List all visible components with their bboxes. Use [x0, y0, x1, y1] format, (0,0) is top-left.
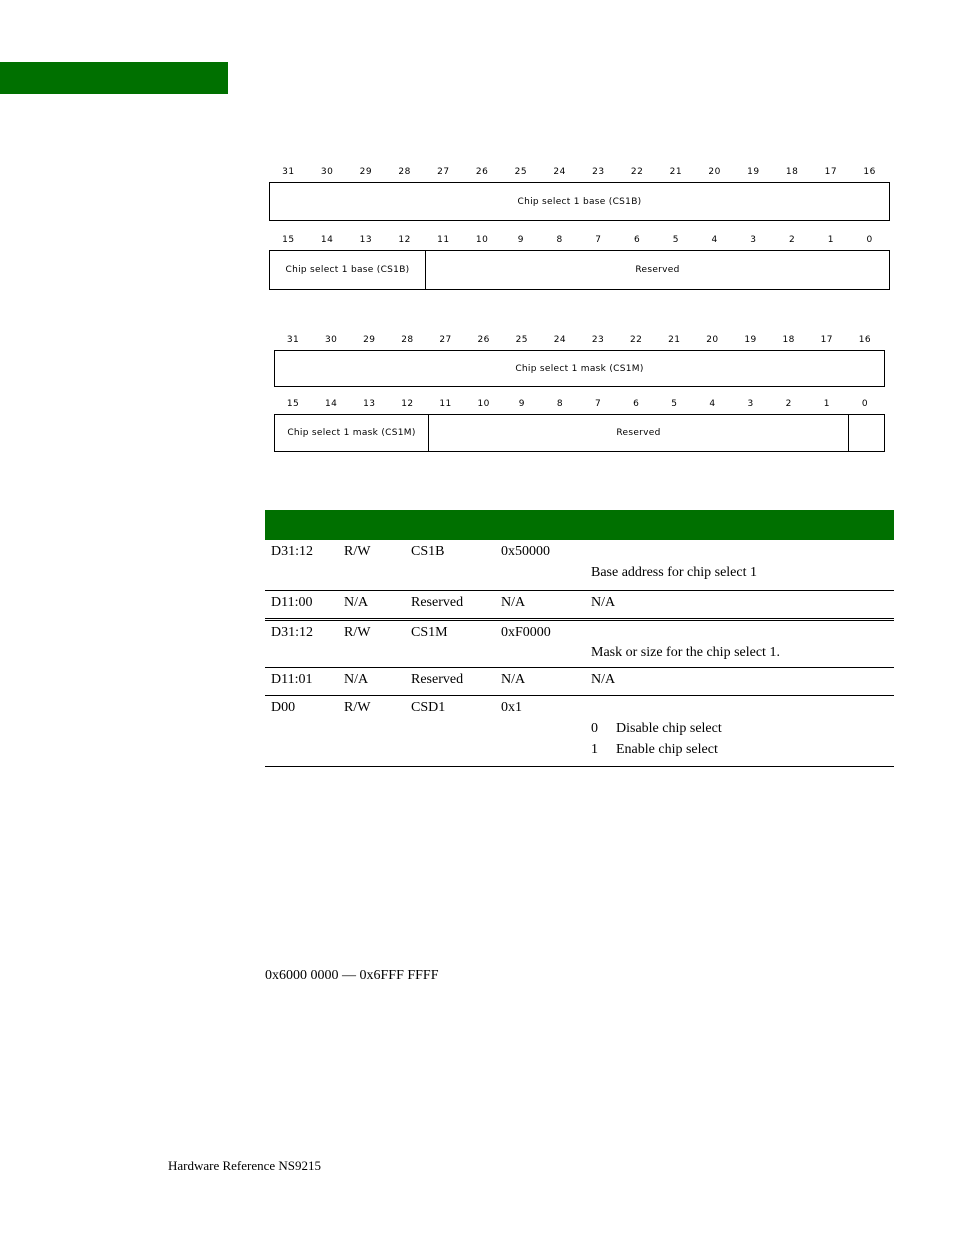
table-header	[265, 510, 894, 540]
field-csd1	[848, 415, 884, 451]
mnemonic-cell: Reserved	[411, 672, 464, 687]
description-item	[591, 721, 722, 737]
bit-number: 24	[553, 335, 567, 345]
bit-number: 12	[401, 399, 414, 409]
field-reserved: Reserved	[425, 251, 889, 289]
reset-cell: N/A	[501, 595, 526, 610]
bit-number: 4	[711, 235, 718, 245]
bit-number: 10	[475, 235, 489, 245]
bit-number: 31	[286, 335, 300, 345]
bit-number: 15	[282, 235, 295, 245]
bits-cell: D00	[271, 700, 296, 715]
bit-number: 17	[820, 335, 834, 345]
bit-number: 20	[708, 167, 721, 177]
bit-number: 29	[363, 335, 376, 345]
bit-number: 30	[324, 335, 338, 345]
reset-cell: 0x50000	[501, 544, 550, 559]
mnemonic-cell: Reserved	[411, 595, 464, 610]
table-row	[265, 668, 894, 696]
bit-number: 18	[782, 335, 795, 345]
bit-number: 26	[477, 335, 490, 345]
bit-number: 5	[671, 399, 678, 409]
bit-number: 3	[750, 235, 757, 245]
mnemonic-cell: CSD1	[411, 700, 446, 715]
field-cs1b-upper: Chip select 1 base (CS1B)	[517, 196, 642, 207]
bit-number: 12	[398, 235, 411, 245]
bit-number: 4	[709, 399, 716, 409]
bit-numbers-mask-upper	[274, 335, 884, 347]
bit-number: 11	[437, 235, 450, 245]
bit-number: 15	[286, 399, 300, 409]
bit-number: 29	[359, 167, 373, 177]
bit-number: 1	[827, 235, 834, 245]
bit-number: 9	[517, 235, 524, 245]
access-cell: N/A	[344, 595, 369, 610]
bit-number: 2	[789, 235, 796, 245]
bit-number: 7	[594, 399, 602, 409]
bit-number: 6	[634, 235, 641, 245]
description-item	[591, 742, 718, 758]
field-cs1m-lower: Chip select 1 mask (CS1M)	[287, 428, 416, 438]
access-cell: R/W	[344, 700, 371, 715]
access-cell: N/A	[344, 672, 369, 687]
value-text: Disable chip select	[616, 721, 722, 736]
bit-number: 16	[858, 335, 872, 345]
bit-number: 25	[515, 335, 529, 345]
bit-number: 20	[706, 335, 719, 345]
bit-number: 26	[475, 167, 489, 177]
footer-text: Hardware Reference NS9215	[168, 1158, 322, 1173]
value-number: 1	[591, 742, 598, 757]
access-cell: R/W	[344, 544, 371, 559]
bit-number: 0	[861, 399, 869, 409]
bit-number: 31	[282, 167, 295, 177]
field-reserved: Reserved	[428, 415, 848, 451]
bit-number: 30	[320, 167, 334, 177]
bit-number: 9	[518, 399, 525, 409]
field-cs1b-lower: Chip select 1 base (CS1B)	[285, 265, 410, 275]
bit-number: 19	[744, 335, 757, 345]
bit-number: 6	[633, 399, 640, 409]
bit-number: 1	[823, 399, 830, 409]
field-table	[265, 510, 894, 767]
bit-number: 5	[672, 235, 679, 245]
bit-numbers-base-upper	[269, 167, 889, 179]
bit-number: 24	[553, 167, 566, 177]
bit-numbers-mask-lower	[274, 399, 884, 411]
value-text: Enable chip select	[616, 742, 718, 757]
table-row	[265, 621, 894, 668]
bits-cell: D11:01	[271, 672, 313, 687]
value-number: 0	[591, 721, 598, 736]
description-cell: N/A	[591, 672, 616, 687]
bit-number: 7	[595, 235, 602, 245]
bit-number: 3	[747, 399, 754, 409]
description-cell: N/A	[591, 595, 616, 610]
chapter-tab	[0, 62, 228, 94]
bit-number: 19	[747, 167, 760, 177]
bit-number: 13	[359, 235, 373, 245]
reset-cell: 0xF0000	[501, 625, 551, 640]
reset-cell: N/A	[501, 672, 526, 687]
bit-number: 23	[592, 167, 605, 177]
bit-number: 18	[785, 167, 799, 177]
bit-number: 22	[629, 335, 643, 345]
register-mask-lower	[274, 414, 885, 452]
bit-number: 28	[398, 167, 411, 177]
bit-number: 0	[866, 235, 873, 245]
access-cell: R/W	[344, 625, 371, 640]
bits-cell: D11:00	[271, 595, 313, 610]
bit-number: 22	[630, 167, 644, 177]
table-row	[265, 540, 894, 591]
bit-number: 21	[669, 167, 683, 177]
address-range: 0x6000 0000 — 0x6FFF FFFF	[265, 968, 439, 983]
description-cell: Mask or size for the chip select 1.	[591, 645, 780, 660]
bit-number: 27	[439, 335, 452, 345]
bit-number: 17	[824, 167, 838, 177]
bit-numbers-base-lower	[269, 235, 889, 247]
bit-number: 2	[785, 399, 792, 409]
bit-number: 8	[556, 399, 564, 409]
register-base-upper	[269, 182, 890, 221]
mnemonic-cell: CS1M	[411, 625, 448, 640]
table-row	[265, 591, 894, 621]
bit-number: 28	[401, 335, 414, 345]
bit-number: 21	[668, 335, 681, 345]
bit-number: 11	[439, 399, 452, 409]
bits-cell: D31:12	[271, 625, 313, 640]
bit-number: 14	[320, 235, 334, 245]
reset-cell: 0x1	[501, 700, 522, 715]
table-row	[265, 696, 894, 767]
bit-number: 10	[477, 399, 490, 409]
bit-number: 8	[556, 235, 563, 245]
mnemonic-cell: CS1B	[411, 544, 445, 559]
register-mask-upper	[274, 350, 885, 387]
register-base-lower	[269, 250, 890, 290]
description-cell: Base address for chip select 1	[591, 565, 757, 580]
bit-number: 27	[437, 167, 450, 177]
bit-number: 13	[363, 399, 376, 409]
bit-number: 23	[591, 335, 605, 345]
bits-cell: D31:12	[271, 544, 313, 559]
bit-number: 16	[863, 167, 876, 177]
field-cs1m-upper: Chip select 1 mask (CS1M)	[515, 363, 644, 374]
bit-number: 25	[514, 167, 528, 177]
bit-number: 14	[324, 399, 338, 409]
